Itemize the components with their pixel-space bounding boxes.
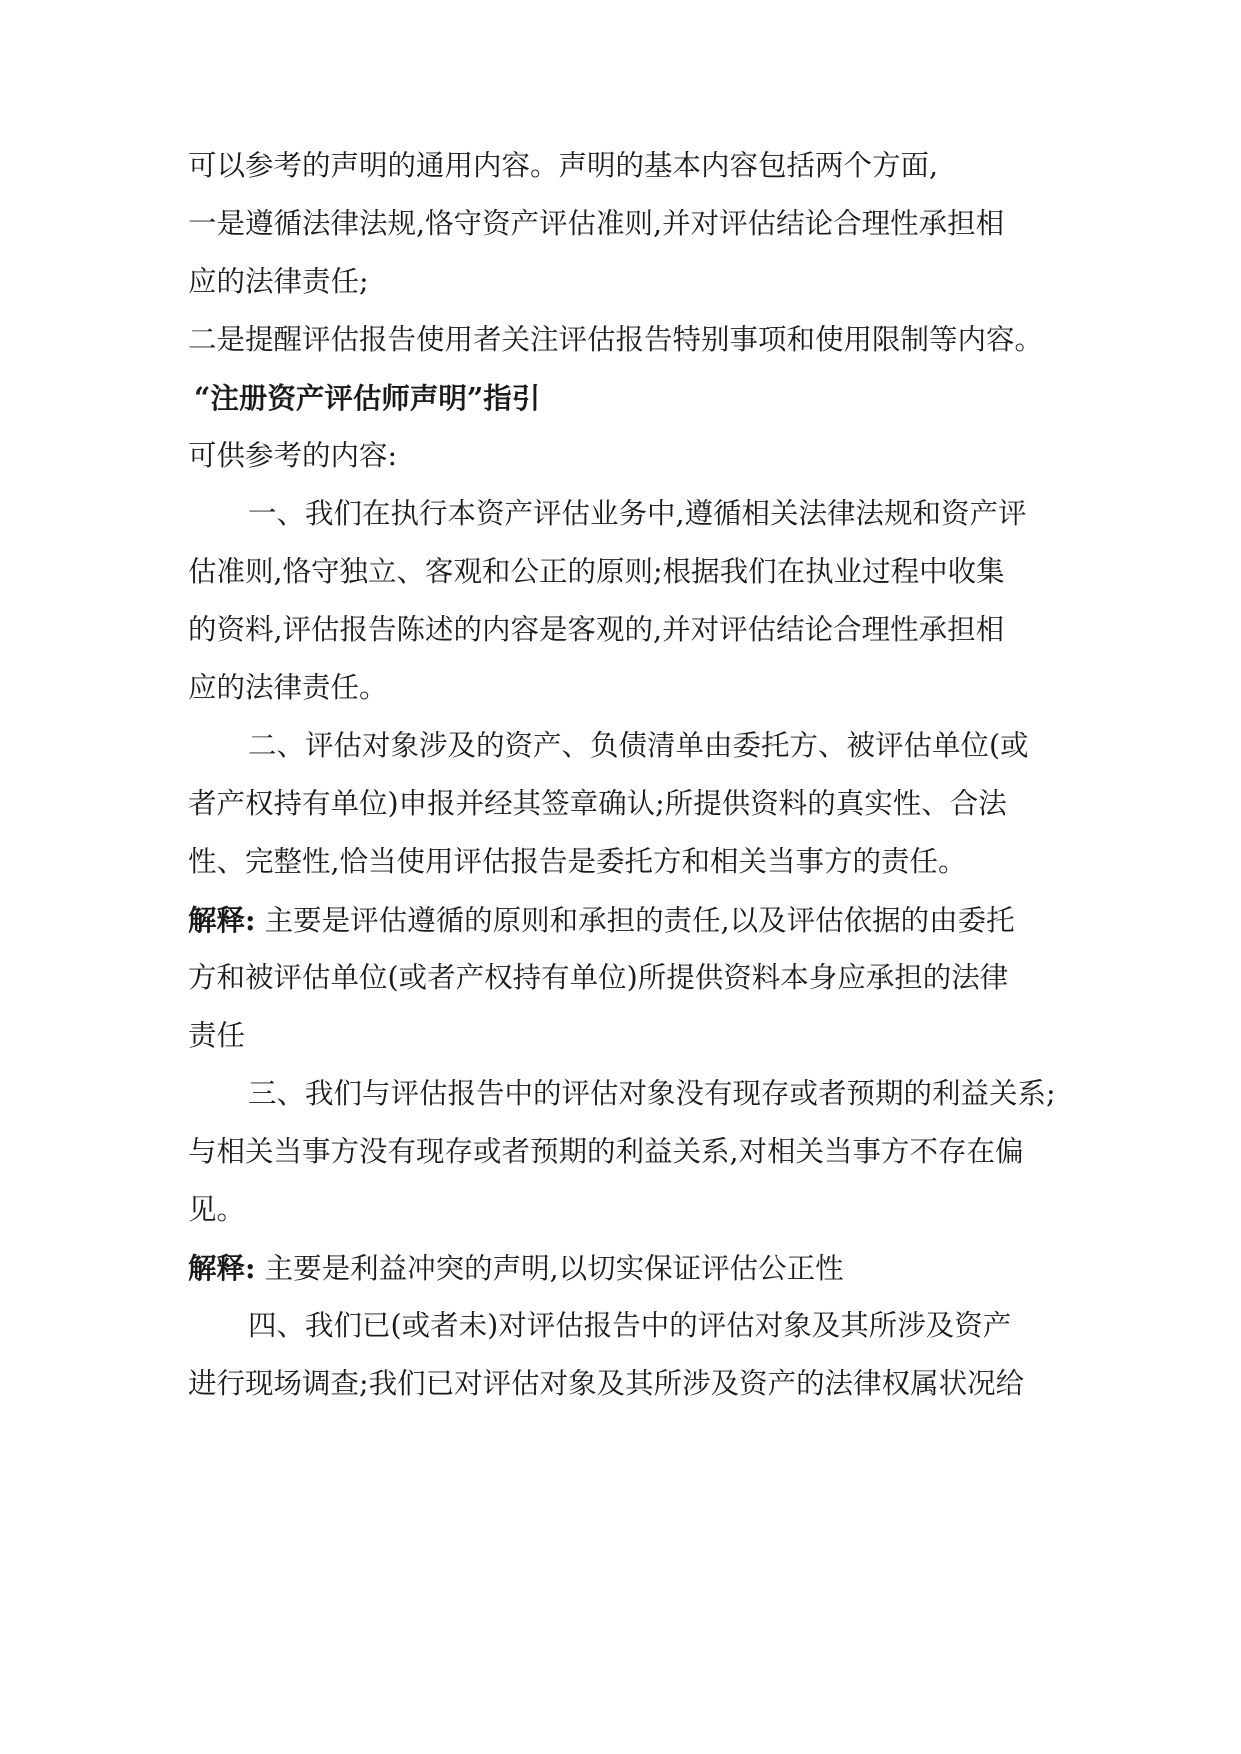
item2-line-1: 二、评估对象涉及的资产、负债清单由委托方、被评估单位(或 [248,729,1029,762]
section-heading: “注册资产评估师声明”指引 [194,381,541,415]
note1-text: 主要是评估遵循的原则和承担的责任,以及评估依据的由委托 [264,904,1015,937]
intro-line-1: 可以参考的声明的通用内容。声明的基本内容包括两个方面, [188,149,939,182]
item1-line-3: 的资料,评估报告陈述的内容是客观的,并对评估结论合理性承担相 [188,613,1005,646]
intro-line-3: 应的法律责任; [188,265,369,298]
note1-line-3: 责任 [188,1019,246,1052]
intro-line-2: 一是遵循法律法规,恪守资产评估准则,并对评估结论合理性承担相 [188,207,1005,240]
intro-line-4: 二是提醒评估报告使用者关注评估报告特别事项和使用限制等内容。 [188,323,1044,356]
note1-line-2: 方和被评估单位(或者产权持有单位)所提供资料本身应承担的法律 [188,961,1009,994]
item4-line-1: 四、我们已(或者未)对评估报告中的评估对象及其所涉及资产 [248,1309,1012,1342]
item3-line-2: 与相关当事方没有现存或者预期的利益关系,对相关当事方不存在偏 [188,1135,1024,1168]
reference-label: 可供参考的内容: [188,439,398,472]
item1-line-1: 一、我们在执行本资产评估业务中,遵循相关法律法规和资产评 [248,497,1027,530]
note2-text: 主要是利益冲突的声明,以切实保证评估公正性 [264,1252,844,1285]
note1-label: 解释: [188,903,256,937]
note2-label: 解释: [188,1251,256,1285]
item2-line-3: 性、完整性,恰当使用评估报告是委托方和相关当事方的责任。 [188,845,967,878]
item3-line-1: 三、我们与评估报告中的评估对象没有现存或者预期的利益关系; [248,1077,1056,1110]
note1-line-1 [188,900,1015,941]
item1-line-2: 估准则,恪守独立、客观和公正的原则;根据我们在执业过程中收集 [188,555,1005,588]
item4-line-2: 进行现场调查;我们已对评估对象及其所涉及资产的法律权属状况给 [188,1367,1025,1400]
note2-line-1 [188,1248,844,1289]
item2-line-2: 者产权持有单位)申报并经其签章确认;所提供资料的真实性、合法 [188,787,1007,820]
item1-line-4: 应的法律责任。 [188,671,388,704]
item3-line-3: 见。 [188,1193,246,1226]
